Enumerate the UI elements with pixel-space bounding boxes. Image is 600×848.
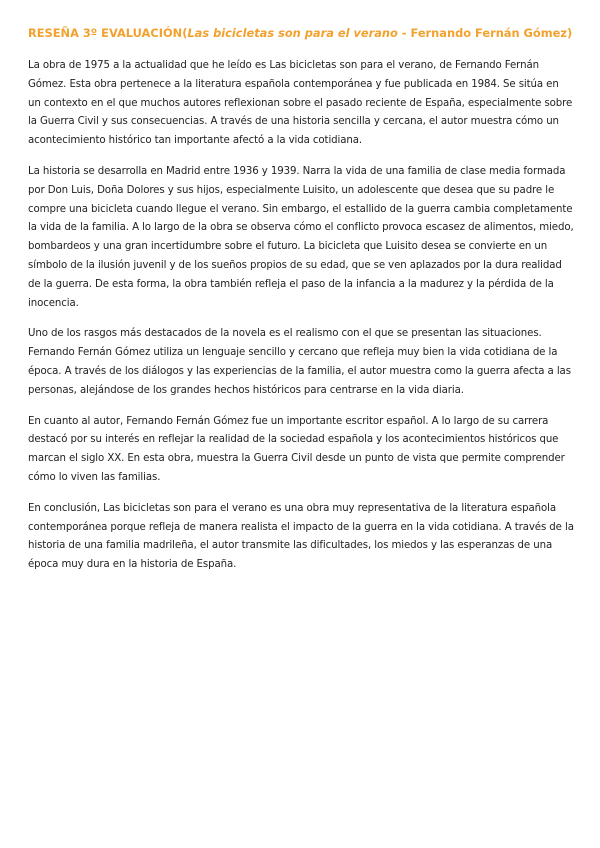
document-content: [28, 24, 574, 575]
paragraph-author: En cuanto al autor, Fernando Fernán Gómez fue un importante escritor español. A lo largo de su carrera destacó por su interés en reflejar la realidad de la sociedad española y los acontecimientos históricos que marcan el siglo XX. En esta obra, muestra la Guerra Civil desde un punto de vista que permite comprender cómo lo viven las familias.: [28, 415, 565, 483]
document-title: [28, 24, 574, 42]
title-close-paren: ): [566, 26, 573, 40]
title-open-paren: (: [182, 26, 188, 40]
title-separator: -: [397, 26, 411, 40]
paragraph-conclusion: En conclusión, Las bicicletas son para el verano es una obra muy representativa de la literatura española contemporánea porque refleja de manera realista el impacto de la guerra en la vida cotidiana. A través de la historia de una familia madrileña, el autor transmite las dificultades, los miedos y las esperanzas de una época muy dura en la historia de España.: [28, 502, 574, 571]
paragraph-realism: Uno de los rasgos más destacados de la novela es el realismo con el que se presentan las situaciones. Fernando Fernán Gómez utiliza un lenguaje sencillo y cercano que refleja muy bien la vida cotidiana de la época. A través de los diálogos y las experiencias de la familia, el autor muestra como la guerra afecta a las personas, alejándose de los grandes hechos históricos para centrarse en la vida diaria.: [28, 328, 571, 396]
title-author: Fernando Fernán Gómez: [410, 26, 567, 40]
paragraph-introduction: La obra de 1975 a la actualidad que he leído es Las bicicletas son para el verano, de Fernando Fernán Gómez. Esta obra pertenece a la literatura española contemporánea y fue publicada en 1984. Se sitúa en un contexto en el que muchos autores reflexionan sobre el pasado reciente de España, especialmente sobre la Guerra Civil y sus consecuencias. A través de una historia sencilla y cercana, el autor muestra cómo un acontecimiento histórico tan importante afectó a la vida cotidiana.: [28, 60, 573, 147]
paragraph-plot-summary: La historia se desarrolla en Madrid entre 1936 y 1939. Narra la vida de una familia de clase media formada por Don Luis, Doña Dolores y sus hijos, especialmente Luisito, un adolescente que desea que su padre le compre una bicicleta cuando llegue el verano. Sin embargo, el estallido de la guerra cambia completamente la vida de la familia. A lo largo de la obra se observa cómo el conflicto provoca escasez de alimentos, miedo, bombardeos y una gran incertidumbre sobre el futuro. La bicicleta que Luisito desea se convierte en un símbolo de la ilusión juvenil y de los sueños propios de su edad, que se ven aplazados por la dura realidad de la guerra. De esta forma, la obra también refleja el paso de la infancia a la madurez y la pérdida de la inocencia.: [28, 165, 574, 309]
title-book-name: Las bicicletas son para el verano: [187, 26, 398, 40]
title-prefix: RESEÑA 3º EVALUACIÓN: [28, 26, 183, 40]
